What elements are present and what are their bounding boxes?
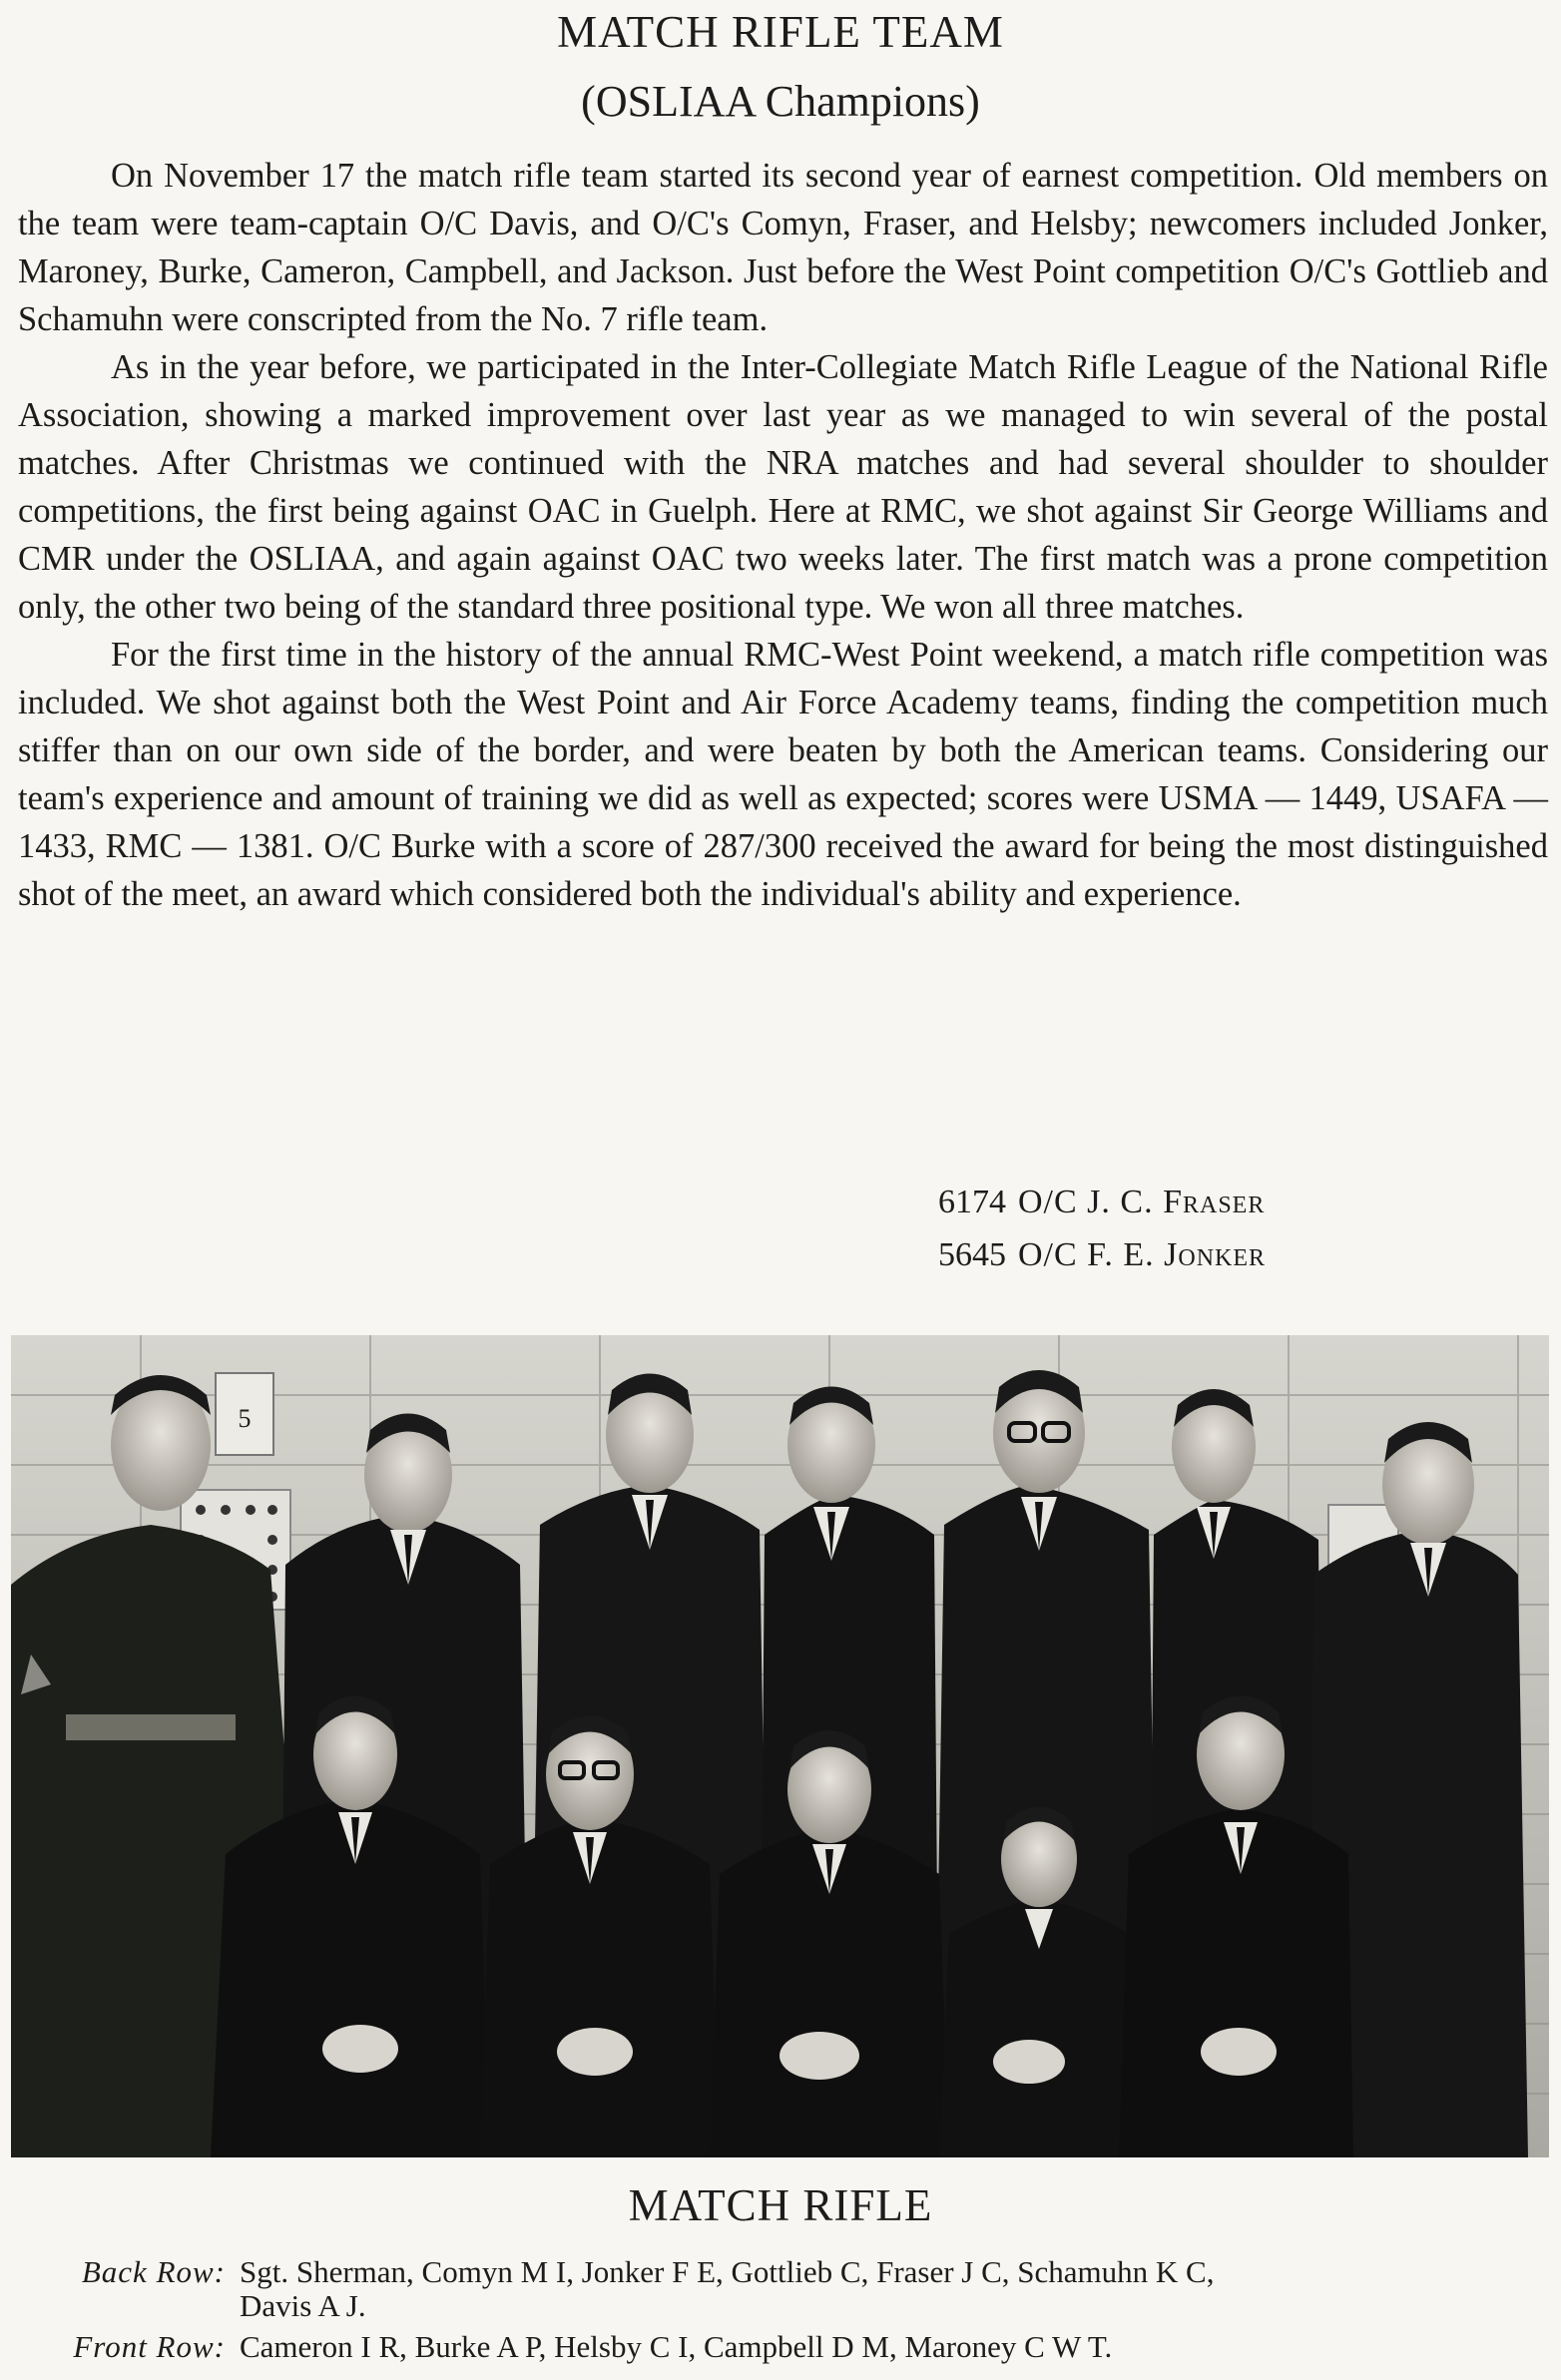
signature-number: 6174 — [938, 1184, 1006, 1220]
signature-name: O/C F. E. Jonker — [1018, 1236, 1267, 1273]
back-row-names — [240, 2255, 1537, 2323]
signature-jonker — [938, 1228, 1266, 1281]
front-row-label: Front Row: — [73, 2329, 226, 2364]
back-row-label: Back Row: — [81, 2254, 226, 2289]
target-number: 5 — [238, 1404, 252, 1433]
article-paragraph-1: On November 17 the match rifle team started its second year of earnest competition. Old members on the team were team-captain O/C Davis, and O/C's Comyn, Fraser, and Helsby; newcomers included Jonker, Maroney, Burke, Cameron, Campbell, and Jackson. Just before the West Point competition O/C's Gottlieb and Schamuhn were conscripted from the No. 7 rifle team. — [18, 157, 1548, 338]
team-photo — [11, 1335, 1549, 2157]
back-row-names-line-2: Davis A J. — [240, 2288, 366, 2323]
signature-number: 5645 — [938, 1236, 1006, 1273]
article-body — [18, 152, 1548, 918]
page-title: MATCH RIFLE TEAM — [557, 7, 1004, 57]
signature-name: O/C J. C. Fraser — [1018, 1184, 1266, 1220]
signature-fraser — [938, 1176, 1266, 1228]
caption-title: MATCH RIFLE — [628, 2180, 933, 2230]
page-subtitle: (OSLIAA Champions) — [581, 77, 980, 126]
article-paragraph-2: As in the year before, we participated in the Inter-Collegiate Match Rifle League of the National Rifle Association, showing a marked improvement over last year as we managed to win several of the postal matches. After Christmas we continued with the NRA matches and had several shoulder to shoulder competitions, the first being against OAC in Guelph. Here at RMC, we shot against Sir George Williams and CMR under the OSLIAA, and again against OAC two weeks later. The first match was a prone competition only, the other two being of the standard three positional type. We won all three matches. — [18, 348, 1548, 626]
front-row-names: Cameron I R, Burke A P, Helsby C I, Campbell D M, Maroney C W T. — [240, 2329, 1113, 2364]
back-row-names-line-1: Sgt. Sherman, Comyn M I, Jonker F E, Gottlieb C, Fraser J C, Schamuhn K C, — [240, 2254, 1215, 2289]
article-paragraph-3: For the first time in the history of the annual RMC-West Point weekend, a match rifle competition was included. We shot against both the West Point and Air Force Academy teams, finding the competition much stiffer than on our own side of the border, and were beaten by both the American teams. Considering our team's experience and amount of training we did as well as expected; scores were USMA — 1449, USAFA — 1433, RMC — 1381. O/C Burke with a score of 287/300 received the award for being the most distinguished shot of the meet, an award which considered both the individual's ability and experience. — [18, 636, 1548, 913]
author-signatures — [938, 1176, 1266, 1281]
team-photo-illustration — [11, 1335, 1549, 2157]
